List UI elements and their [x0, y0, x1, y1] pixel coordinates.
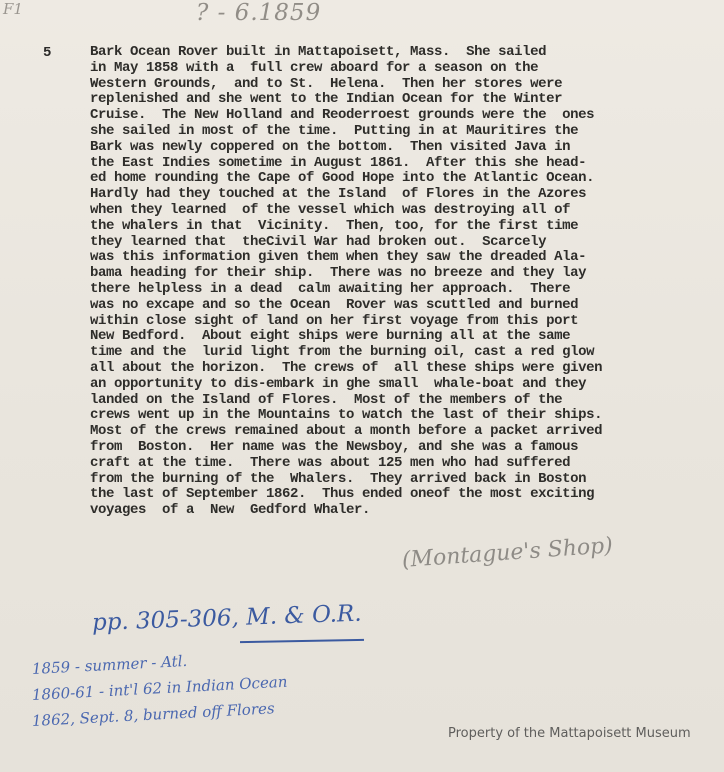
typed-line: all about the horizon. The crews of all these ships were given	[90, 359, 603, 376]
typed-line: voyages of a New Gedford Whaler.	[90, 502, 371, 519]
typed-line: from the burning of the Whalers. They arrived back in Boston	[90, 470, 587, 487]
ink-underline	[240, 639, 364, 643]
ink-note-line: 1860-61 - int'l 62 in Indian Ocean	[31, 672, 288, 704]
typed-line: in May 1858 with a full crew aboard for a season on the	[90, 59, 539, 76]
typed-line: Western Grounds, and to St. Helena. Then her stores were	[90, 75, 563, 92]
typed-line: Hardly had they touched at the Island of Flores in the Azores	[90, 186, 587, 203]
typed-line: the last of September 1862. Thus ended oneof the most exciting	[90, 486, 595, 503]
pencil-date-annotation: ? - 6.1859	[196, 0, 322, 26]
typed-line: replenished and she went to the Indian Ocean for the Winter	[90, 91, 563, 108]
typed-line: ed home rounding the Cape of Good Hope into the Atlantic Ocean.	[90, 170, 595, 187]
typed-line: Bark Ocean Rover built in Mattapoisett, Mass. She sailed	[90, 44, 547, 60]
ink-reference-note: pp. 305-306, M. & O.R.	[91, 600, 362, 636]
typed-line: crews went up in the Mountains to watch the last of their ships.	[90, 407, 603, 424]
typed-line: when they learned of the vessel which was destroying all of	[90, 201, 571, 218]
typed-line: Cruise. The New Holland and Reoderroest grounds were the ones	[90, 107, 595, 124]
ink-note-line: 1862, Sept. 8, burned off Flores	[31, 699, 275, 730]
typed-line: from Boston. Her name was the Newsboy, and she was a famous	[90, 438, 579, 455]
museum-credit-watermark: Property of the Mattapoisett Museum	[448, 726, 691, 741]
typed-line: she sailed in most of the time. Putting in at Mauritires the	[90, 122, 579, 139]
typed-line: they learned that theCivil War had broken out. Scarcely	[90, 233, 547, 250]
pencil-note-montagues-shop: (Montague's Shop)	[401, 533, 614, 573]
ink-voyage-notes	[31, 651, 288, 734]
typed-line: bama heading for their ship. There was no breeze and they lay	[90, 265, 587, 282]
typed-line: was no excape and so the Ocean Rover was scuttled and burned	[90, 296, 579, 313]
typed-line: the whalers in that Vicinity. Then, too, for the first time	[90, 217, 579, 234]
typed-line: there helpless in a dead calm awaiting her approach. There	[90, 280, 571, 297]
typed-line: craft at the time. There was about 125 men who had suffered	[90, 454, 571, 471]
typed-line: landed on the Island of Flores. Most of the members of the	[90, 391, 563, 408]
paragraph-number: 5	[43, 45, 52, 61]
typed-line: Most of the crews remained about a month before a packet arrived	[90, 423, 603, 440]
typed-line: time and the lurid light from the burning oil, cast a red glow	[90, 344, 595, 361]
typewritten-text	[90, 45, 710, 519]
typed-line: the East Indies sometime in August 1861. After this she head-	[90, 154, 587, 171]
ink-note-line: 1859 - summer - Atl.	[31, 651, 188, 678]
typed-line: an opportunity to dis-embark in ghe small whale-boat and they	[90, 375, 587, 392]
pencil-corner-mark: F1	[3, 0, 23, 18]
typed-line: within close sight of land on her first voyage from this port	[90, 312, 579, 329]
typed-line: was this information given them when they saw the dreaded Ala-	[90, 249, 587, 266]
typed-line: Bark was newly coppered on the bottom. Then visited Java in	[90, 138, 571, 155]
typed-line: New Bedford. About eight ships were burning all at the same	[90, 328, 571, 345]
